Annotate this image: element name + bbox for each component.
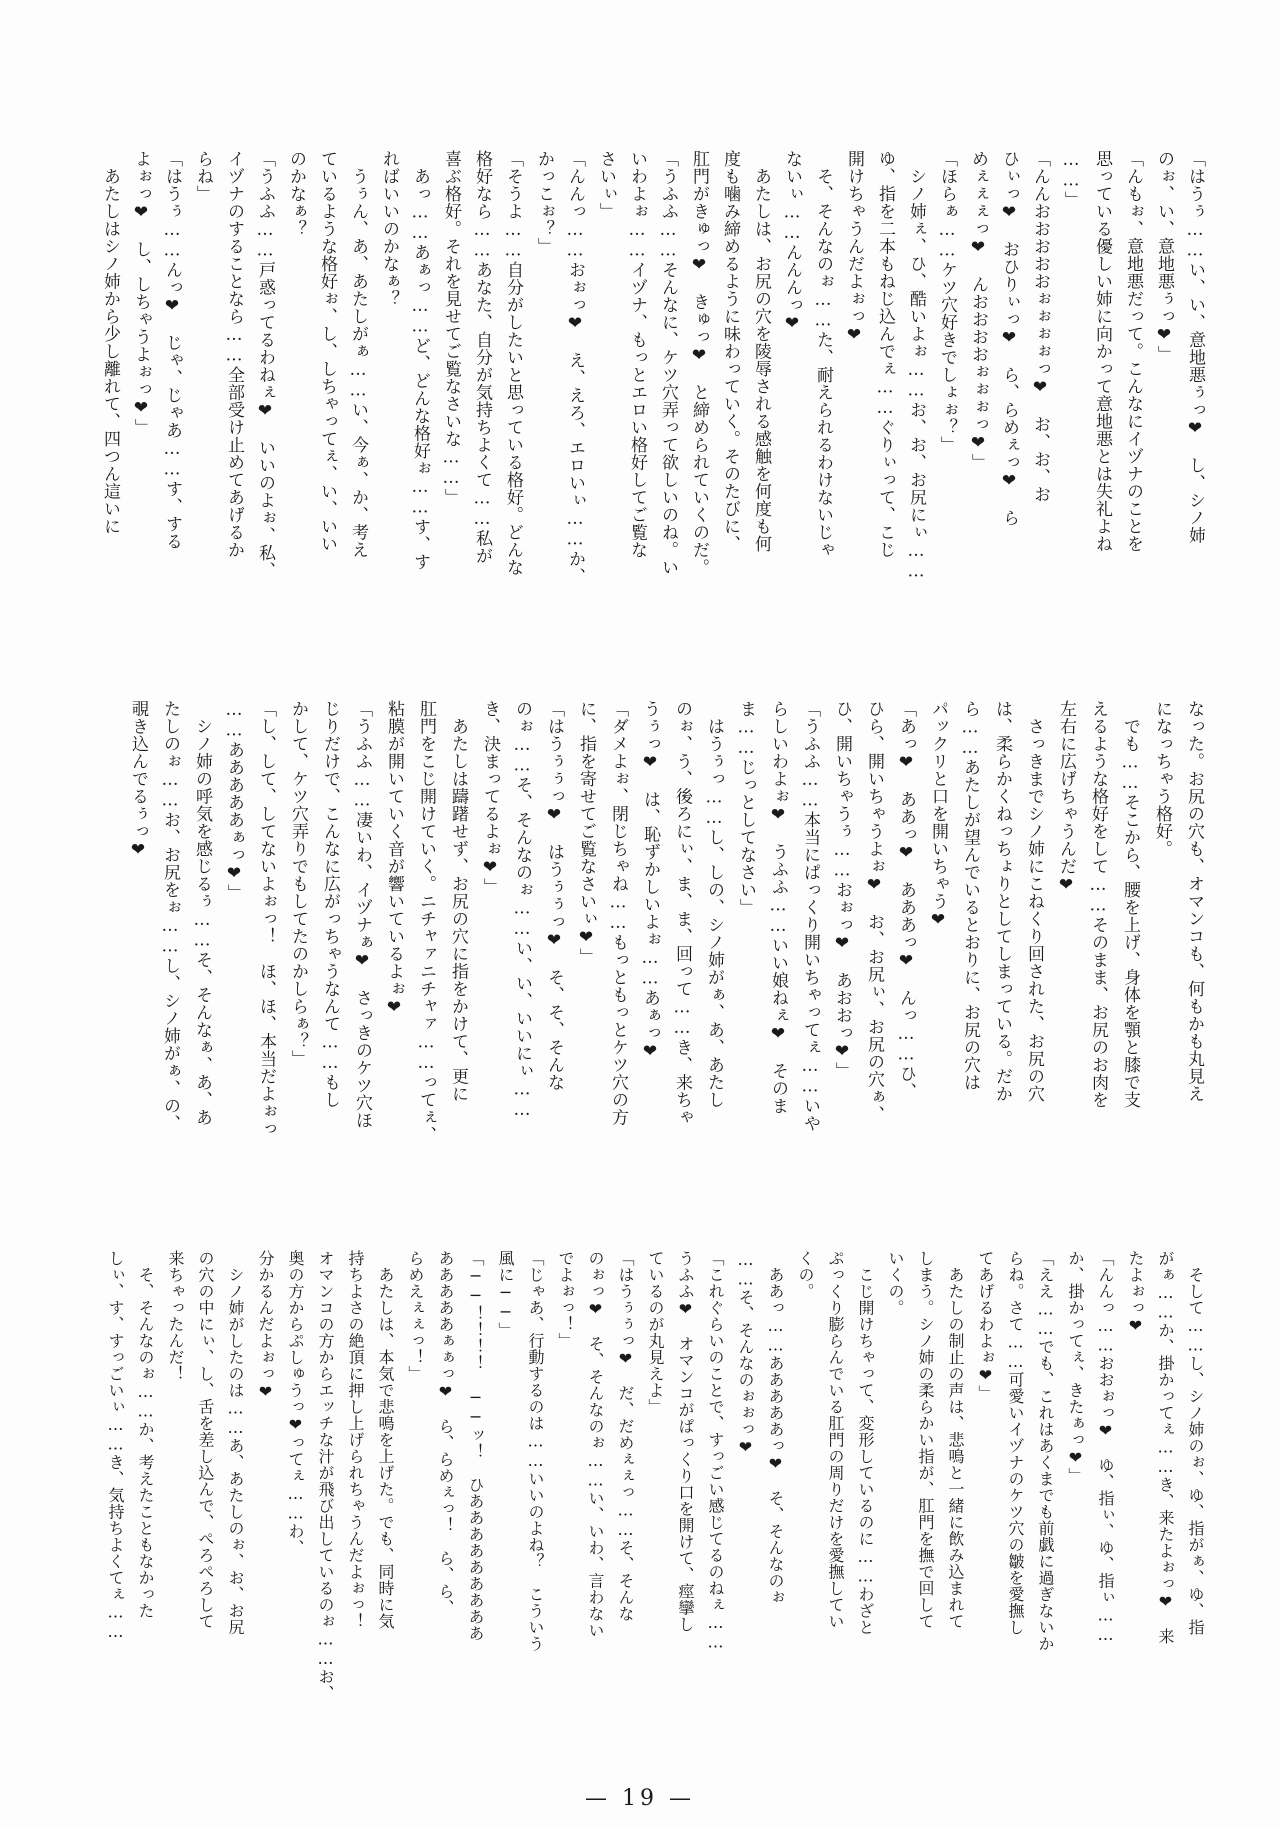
text-column: 「そうよ……自分がしたいと思っている格好。どんな: [503, 150, 523, 576]
text-column: てあげるわよぉ❤」: [976, 1250, 995, 1402]
text-column: 「し、して、してないよぉっ！ ほ、ほ、本当だよぉっ: [256, 700, 276, 1138]
text-column: 分かるんだよぉっ❤: [256, 1250, 275, 1402]
text-column: うぅん、あ、あたしがぁ……い、今ぁ、か、考え: [348, 150, 368, 559]
text-column: のぉっ❤ そ、そんなのぉ……い、いわ、言わない: [586, 1250, 605, 1639]
text-column: あたしは、本気で悲鳴を上げた。でも、同時に気: [376, 1250, 395, 1630]
text-column: 持ちよさの絶頂に押し上げられちゃうんだよぉっ！: [346, 1250, 365, 1630]
text-column: いくの。: [886, 1250, 905, 1316]
text-column: らね」: [193, 150, 213, 203]
text-column: 「ほらぁ……ケツ穴好きでしょぉ？」: [937, 150, 957, 454]
text-column: 「あっ❤ ああっ❤ あああっ❤ んっ……ひ、: [896, 700, 916, 1100]
text-column: シノ姉ぇ、ひ、酷いよぉ……お、お、お尻にぃ……: [906, 150, 926, 582]
text-column: 格好なら……あなた、自分が気持ちよくて……私が: [472, 150, 492, 565]
text-column: そ、そんなのぉ……た、耐えられるわけないじゃ: [813, 150, 833, 559]
text-column: のかなぁ？: [286, 150, 306, 238]
text-column: たしのぉ……お、お尻をぉ……し、シノ姉がぁ、の、: [160, 700, 180, 1132]
text-column: ひ、開いちゃうぅ……おぉっ❤ あおおっ❤」: [832, 700, 852, 1080]
text-tier-middle: [90, 700, 1210, 1240]
text-column: さいぃ」: [596, 150, 616, 220]
text-column: ぷっくり膨らんでいる肛門の周りだけを愛撫してい: [826, 1250, 845, 1630]
text-column: かっこぉ？」: [534, 150, 554, 255]
text-column: き、決まってるよぉ❤」: [480, 700, 500, 896]
text-column: あたしはシノ姉から少し離れて、四つん這いに: [100, 150, 120, 535]
text-column: ああっ……あああああっ❤ そ、そんなのぉ: [766, 1250, 785, 1606]
text-column: 「うふふ……戸惑ってるわねぇ❤ いいのよぉ、私、: [255, 150, 275, 579]
text-column: 「はうぅ……い、い、意地悪ぅっ❤ し、シノ姉: [1185, 150, 1205, 544]
text-column: になっちゃう格好。: [1152, 700, 1172, 858]
text-column: えるような格好をして……そのまま、お尻のお肉を: [1088, 700, 1108, 1109]
text-column: 肛門をこじ開けていく。ニチャァニチャァ……ってぇ、: [416, 700, 436, 1144]
text-column: 「はうぅ……んっ❤ じゃ、じゃあ……す、する: [162, 150, 182, 550]
text-column: よぉっ❤ し、しちゃうよぉっ❤」: [131, 150, 151, 436]
text-column: しぃ、す、すっごいぃ……き、気持ちよくてぇ……: [106, 1250, 125, 1642]
text-column: 左右に広げちゃうんだ❤: [1056, 700, 1076, 896]
text-column: 度も噛み締めるように味わっていく。そのたびに、: [720, 150, 740, 553]
text-column: 「んんっ……おぉっ❤ え、えろ、エロいぃ……か、: [565, 150, 585, 585]
text-column: の穴の中にぃ、し、舌を差し込んで、ぺろぺろして: [196, 1250, 215, 1630]
text-column: 風に──」: [496, 1250, 515, 1339]
text-column: 覗き込んでるぅっ❤: [128, 700, 148, 861]
text-column: がぁ……か、掛かってぇ……き、来たよぉっ❤ 来: [1156, 1250, 1175, 1645]
page-number: — 19 —: [585, 1786, 695, 1811]
text-column: ……そ、そんなのぉぉっ❤: [736, 1250, 755, 1457]
text-column: かして、ケツ穴弄りでもしてたのかしらぁ？」: [288, 700, 308, 1068]
text-column: さっきまでシノ姉にこねくり回された、お尻の穴: [1024, 700, 1044, 1103]
text-column: らめえぇぇっ！」: [406, 1250, 425, 1382]
text-column: 「これぐらいのことで、すっごい感じてるのねぇ……: [706, 1250, 725, 1652]
text-column: は、柔らかくねっちょりとしてしまっている。だか: [992, 700, 1012, 1103]
text-column: くの。: [796, 1250, 815, 1300]
text-column: ……あああああぁっ❤」: [224, 700, 244, 902]
text-column: あたしの制止の声は、悲鳴と一緒に飲み込まれて: [946, 1250, 965, 1630]
text-column: 思っている優しい姉に向かって意地悪とは失礼よね: [1092, 150, 1112, 553]
text-column: のぉ、う、後ろにぃ、ま、ま、回って……き、来ちゃ: [672, 700, 692, 1126]
text-column: ればいいのかなぁ？: [379, 150, 399, 308]
text-column: 「んんっ……おおぉっ❤ ゆ、指ぃ、ゆ、指ぃ……: [1096, 1250, 1115, 1645]
text-column: うふふ❤ オマンコがぱっくり口を開けて、痙攣し: [676, 1250, 695, 1633]
text-column: 肛門がきゅっ❤ きゅっ❤ と締められていくのだ。: [689, 150, 709, 576]
text-column: 「じゃあ、行動するのは……いいのよね？ こういう: [526, 1250, 545, 1652]
text-column: シノ姉がしたのは……あ、あたしのぉ、お、お尻: [226, 1250, 245, 1636]
text-column: 「うふふ……凄いわ、イヅナぁ❤ さっきのケツ穴ほ: [352, 700, 372, 1129]
text-column: でよぉっ！」: [556, 1250, 575, 1349]
text-column: しまう。シノ姉の柔らかい指が、肛門を撫で回して: [916, 1250, 935, 1630]
text-column: 「うふふ……そんなに、ケツ穴弄って欲しいのね。い: [658, 150, 678, 576]
text-column: 「ダメよぉ、閉じちゃね……もっともっとケツ穴の方: [608, 700, 628, 1126]
text-column: 粘膜が開いていく音が響いているよぉ❤: [384, 700, 404, 1018]
text-column: 喜ぶ格好。それを見せてご覧なさいな……」: [441, 150, 461, 506]
text-column: なった。お尻の穴も、オマンコも、何もかも丸見え: [1184, 700, 1204, 1103]
text-column: ら……あたしが望んでいるとおりに、お尻の穴は: [960, 700, 980, 1091]
text-tier-bottom: [90, 1250, 1210, 1780]
text-column: オマンコの方からエッチな汁が飛び出しているのぉ……お、: [316, 1250, 335, 1702]
text-column: のぉ、い、意地悪ぅっ❤」: [1154, 150, 1174, 363]
text-column: 「はうぅぅっ❤ だ、だめぇぇっ……そ、そんな: [616, 1250, 635, 1622]
text-column: あああああぁぁっ❤ ら、らめぇっ！ ら、ら、: [436, 1250, 455, 1616]
text-column: あたしは躊躇せず、お尻の穴に指をかけて、更に: [448, 700, 468, 1103]
text-column: イヅナのすることなら……全部受け止めてあげるか: [224, 150, 244, 559]
text-column: ひら、開いちゃうよぉ❤ お、お尻ぃ、お尻の穴ぁ、: [864, 700, 884, 1123]
text-column: いわよぉ……イヅナ、もっとエロい格好してご覧な: [627, 150, 647, 559]
text-column: 「ええ……でも、これはあくまでも前戯に過ぎないか: [1036, 1250, 1055, 1652]
text-column: あたしは、お尻の穴を陵辱される感触を何度も何: [751, 150, 771, 553]
text-column: めぇぇぇっ❤ んおおおおぉぉぉっ❤」: [968, 150, 988, 471]
text-column: 「うふふ……本当にぱっくり開いちゃってぇ……いや: [800, 700, 820, 1132]
text-column: ま……じっとしてなさい」: [736, 700, 756, 916]
text-column: 奥の方からぷしゅうっ❤ってぇ……わ、: [286, 1250, 305, 1556]
text-column: のぉ……そ、そんなのぉ……い、い、いいにぃ……: [512, 700, 532, 1121]
text-column: ひぃっ❤ おひりぃっ❤ ら、らめぇっ❤ ら: [999, 150, 1019, 527]
text-column: パックリと口を開いちゃう❤: [928, 700, 948, 931]
text-column: うぅっ❤ は、恥ずかしいよぉ……あぁっ❤: [640, 700, 660, 1062]
text-column: に、指を寄せてご覧なさいぃ❤」: [576, 700, 596, 966]
text-column: でも……そこから、腰を上げ、身体を顎と膝で支: [1120, 700, 1140, 1109]
text-column: ているような格好ぉ、し、しちゃってぇ、い、いい: [317, 150, 337, 553]
text-column: ……」: [1061, 150, 1081, 209]
text-column: じりだけで、こんなに広がっちゃうなんて……もし: [320, 700, 340, 1109]
text-column: はうぅっ……し、しの、シノ姉がぁ、あ、あたし: [704, 700, 724, 1109]
text-column: たよぉっ❤: [1126, 1250, 1145, 1336]
text-column: ているのが丸見えよ」: [646, 1250, 665, 1415]
text-column: 「んもぉ、意地悪だって。こんなにイヅナのことを: [1123, 150, 1143, 553]
text-column: らね。さて……可愛いイヅナのケツ穴の皺を愛撫し: [1006, 1250, 1025, 1636]
text-column: か、掛かってぇ、きたぁっ❤」: [1066, 1250, 1085, 1484]
text-column: 「──！！！！ ──ッ！ ひあああああああああ: [466, 1250, 485, 1642]
text-tier-top: [90, 150, 1210, 690]
text-column: 開けちゃうんだよぉっ❤: [844, 150, 864, 346]
text-column: こじ開けちゃって、変形しているのに……わざと: [856, 1250, 875, 1636]
text-column: 「はうぅぅっ❤ はうぅぅっ❤ そ、そ、そんな: [544, 700, 564, 1091]
text-column: ゆ、指を二本もねじ込んでぇ……ぐりぃって、こじ: [875, 150, 895, 559]
text-column: そ、そんなのぉ……か、考えたこともなかった: [136, 1250, 155, 1619]
text-column: らしいわよぉ❤ うふふ……いい娘ねぇ❤ そのま: [768, 700, 788, 1115]
text-column: そして……し、シノ姉のぉ、ゆ、指がぁ、ゆ、指: [1186, 1250, 1205, 1636]
text-column: 来ちゃったんだ！: [166, 1250, 185, 1382]
text-column: 「んんおおおおおぉぉぉぉっ❤ お、お、お: [1030, 150, 1050, 503]
text-column: シノ姉の呼気を感じるぅ……そ、そんなぁ、あ、あ: [192, 700, 212, 1126]
text-column: ないぃ……んんんっ❤: [782, 150, 802, 334]
text-column: あっ……あぁっ……ど、どんな格好ぉ……す、す: [410, 150, 430, 571]
